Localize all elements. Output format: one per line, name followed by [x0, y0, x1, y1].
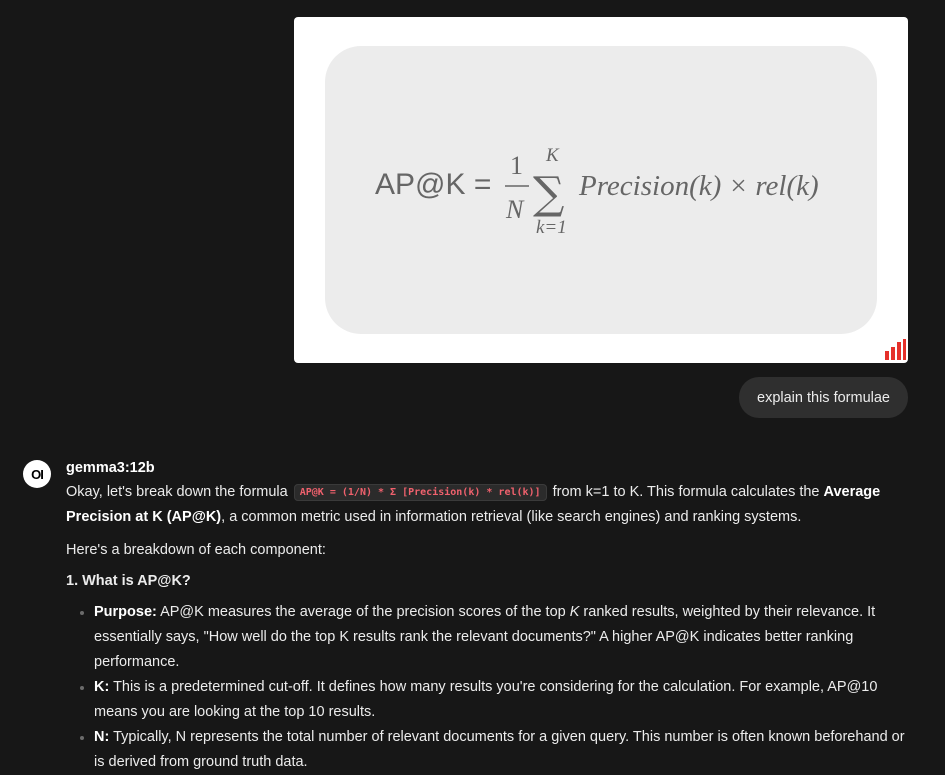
bar-chart-logo-icon — [884, 339, 906, 361]
bullet-label: K: — [94, 679, 110, 695]
bullet-label: N: — [94, 729, 110, 745]
intro-paragraph — [66, 480, 916, 530]
user-message-text: explain this formulae — [757, 389, 890, 406]
formula-lhs: AP@K = — [375, 168, 492, 201]
formula-panel — [325, 46, 877, 334]
intro-tail: , a common metric used in information retrieval (like search engines) and ranking systems. — [221, 509, 802, 525]
bullet-text: ranked results, weighted by their relevance. It essentially says, "How well do the top K results rank the relevant documents?" A higher AP@K indicates better ranking performance. — [94, 604, 876, 670]
formula-graphic — [325, 46, 877, 334]
sum-lower-limit: k=1 — [536, 217, 567, 238]
formula-image[interactable] — [294, 17, 908, 363]
assistant-avatar — [23, 460, 51, 488]
bullet-text: AP@K measures the average of the precision scores of the top — [156, 604, 570, 620]
inline-code: AP@K = (1/N) * Σ [Precision(k) * rel(k)] — [294, 484, 547, 501]
breakdown-line: Here's a breakdown of each component: — [66, 542, 326, 558]
bullet-label: Purpose: — [94, 604, 157, 620]
intro-before-code: Okay, let's break down the formula — [66, 484, 288, 500]
intro-after-code: from k=1 to K. This formula calculates the — [552, 484, 820, 500]
assistant-message — [66, 458, 916, 775]
component-list — [66, 600, 916, 775]
bullet-text: Typically, N represents the total number of relevant documents for a given query. This number is often known beforehand or is derived from ground truth data. — [94, 729, 905, 770]
list-item — [94, 725, 916, 775]
fraction-numerator: 1 — [510, 151, 523, 180]
sum-symbol: ∑ — [533, 168, 565, 219]
bullet-text: This is a predetermined cut-off. It defines how many results you're considering for the calculation. For example, AP@10 means you are looking at the top 10 results. — [94, 679, 878, 720]
model-name: gemma3:12b — [66, 460, 155, 476]
intro-bold-term: Average Precision at K (AP@K) — [66, 484, 881, 525]
list-item — [94, 600, 916, 675]
formula-rhs: Precision(k) × rel(k) — [579, 170, 819, 202]
bullet-italic: K — [569, 604, 580, 620]
user-message-bubble — [739, 377, 908, 418]
sum-upper-limit: K — [546, 145, 559, 166]
list-item — [94, 675, 916, 725]
avatar-text: OI — [31, 466, 43, 482]
section-heading: 1. What is AP@K? — [66, 573, 191, 589]
fraction-denominator: N — [506, 195, 524, 224]
